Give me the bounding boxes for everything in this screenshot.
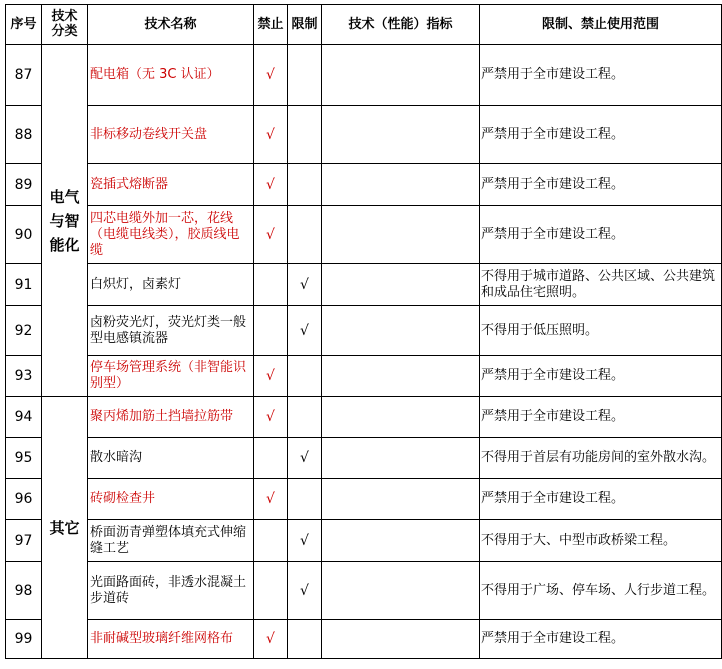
- usage-scope: 不得用于大、中型市政桥梁工程。: [480, 520, 722, 562]
- header-indicator: 技术（性能）指标: [322, 5, 480, 45]
- performance-indicator: [322, 106, 480, 164]
- table-body: [6, 45, 722, 659]
- restricted-mark: [288, 206, 322, 264]
- performance-indicator: [322, 356, 480, 397]
- table-row: [6, 164, 722, 206]
- row-number: 95: [6, 438, 42, 479]
- banned-mark: √: [254, 620, 288, 659]
- banned-mark: √: [254, 45, 288, 106]
- table-row: [6, 479, 722, 520]
- technology-name: 砖砌检查井: [88, 479, 254, 520]
- performance-indicator: [322, 164, 480, 206]
- header-banned: 禁止: [254, 5, 288, 45]
- table-row: [6, 206, 722, 264]
- usage-scope: 严禁用于全市建设工程。: [480, 479, 722, 520]
- row-number: 97: [6, 520, 42, 562]
- category-electrical: [42, 45, 88, 397]
- technology-name: 停车场管理系统（非智能识别型）: [88, 356, 254, 397]
- restricted-mark: √: [288, 264, 322, 306]
- usage-scope: 严禁用于全市建设工程。: [480, 206, 722, 264]
- banned-mark: [254, 562, 288, 620]
- banned-mark: √: [254, 206, 288, 264]
- technology-name: 光面路面砖，非透水混凝土步道砖: [88, 562, 254, 620]
- usage-scope: 不得用于广场、停车场、人行步道工程。: [480, 562, 722, 620]
- performance-indicator: [322, 620, 480, 659]
- usage-scope: 不得用于城市道路、公共区域、公共建筑和成品住宅照明。: [480, 264, 722, 306]
- restricted-mark: √: [288, 520, 322, 562]
- banned-mark: √: [254, 164, 288, 206]
- row-number: 92: [6, 306, 42, 356]
- row-number: 90: [6, 206, 42, 264]
- restricted-mark: √: [288, 562, 322, 620]
- performance-indicator: [322, 397, 480, 438]
- row-number: 98: [6, 562, 42, 620]
- header-category-label: 技术分类: [51, 9, 78, 39]
- technology-name: 卤粉荧光灯，荧光灯类一般型电感镇流器: [88, 306, 254, 356]
- usage-scope: 严禁用于全市建设工程。: [480, 397, 722, 438]
- table-row: [6, 45, 722, 106]
- header-row: [6, 5, 722, 45]
- table-row: [6, 106, 722, 164]
- usage-scope: 严禁用于全市建设工程。: [480, 45, 722, 106]
- table-row: [6, 356, 722, 397]
- category-label: 电气与智能化: [49, 187, 80, 254]
- performance-indicator: [322, 520, 480, 562]
- header-no: 序号: [6, 5, 42, 45]
- performance-indicator: [322, 479, 480, 520]
- technology-name: 非标移动卷线开关盘: [88, 106, 254, 164]
- technology-name: 散水暗沟: [88, 438, 254, 479]
- restricted-mark: √: [288, 438, 322, 479]
- restricted-mark: √: [288, 306, 322, 356]
- restricted-technology-table: [5, 4, 722, 659]
- table-row: [6, 562, 722, 620]
- row-number: 87: [6, 45, 42, 106]
- restricted-mark: [288, 45, 322, 106]
- header-name: 技术名称: [88, 5, 254, 45]
- banned-mark: √: [254, 106, 288, 164]
- row-number: 88: [6, 106, 42, 164]
- restricted-mark: [288, 356, 322, 397]
- technology-name: 四芯电缆外加一芯，花线（电缆电线类），胶质线电缆: [88, 206, 254, 264]
- banned-mark: [254, 520, 288, 562]
- table-row: [6, 520, 722, 562]
- table-row: [6, 397, 722, 438]
- table-row: [6, 306, 722, 356]
- restricted-mark: [288, 106, 322, 164]
- category-other: [42, 397, 88, 659]
- technology-name: 聚丙烯加筋土挡墙拉筋带: [88, 397, 254, 438]
- technology-name: 配电箱（无 3C 认证）: [88, 45, 254, 106]
- performance-indicator: [322, 45, 480, 106]
- performance-indicator: [322, 562, 480, 620]
- usage-scope: 严禁用于全市建设工程。: [480, 106, 722, 164]
- row-number: 96: [6, 479, 42, 520]
- banned-mark: [254, 306, 288, 356]
- performance-indicator: [322, 438, 480, 479]
- usage-scope: 严禁用于全市建设工程。: [480, 620, 722, 659]
- usage-scope: 不得用于首层有功能房间的室外散水沟。: [480, 438, 722, 479]
- row-number: 99: [6, 620, 42, 659]
- usage-scope: 不得用于低压照明。: [480, 306, 722, 356]
- technology-name: 非耐碱型玻璃纤维网格布: [88, 620, 254, 659]
- usage-scope: 严禁用于全市建设工程。: [480, 356, 722, 397]
- restricted-mark: [288, 397, 322, 438]
- table-row: [6, 264, 722, 306]
- restricted-mark: [288, 479, 322, 520]
- table-row: [6, 620, 722, 659]
- category-label: 其它: [49, 518, 80, 537]
- technology-name: 瓷插式熔断器: [88, 164, 254, 206]
- banned-mark: [254, 264, 288, 306]
- usage-scope: 严禁用于全市建设工程。: [480, 164, 722, 206]
- header-restricted: 限制: [288, 5, 322, 45]
- row-number: 93: [6, 356, 42, 397]
- technology-name: 桥面沥青弹塑体填充式伸缩缝工艺: [88, 520, 254, 562]
- performance-indicator: [322, 306, 480, 356]
- banned-mark: √: [254, 356, 288, 397]
- banned-mark: √: [254, 479, 288, 520]
- performance-indicator: [322, 264, 480, 306]
- performance-indicator: [322, 206, 480, 264]
- banned-mark: √: [254, 397, 288, 438]
- table-row: [6, 438, 722, 479]
- restricted-mark: [288, 620, 322, 659]
- row-number: 89: [6, 164, 42, 206]
- row-number: 91: [6, 264, 42, 306]
- banned-mark: [254, 438, 288, 479]
- row-number: 94: [6, 397, 42, 438]
- header-category: [42, 5, 88, 45]
- header-scope: 限制、禁止使用范围: [480, 5, 722, 45]
- technology-name: 白炽灯，卤素灯: [88, 264, 254, 306]
- restricted-mark: [288, 164, 322, 206]
